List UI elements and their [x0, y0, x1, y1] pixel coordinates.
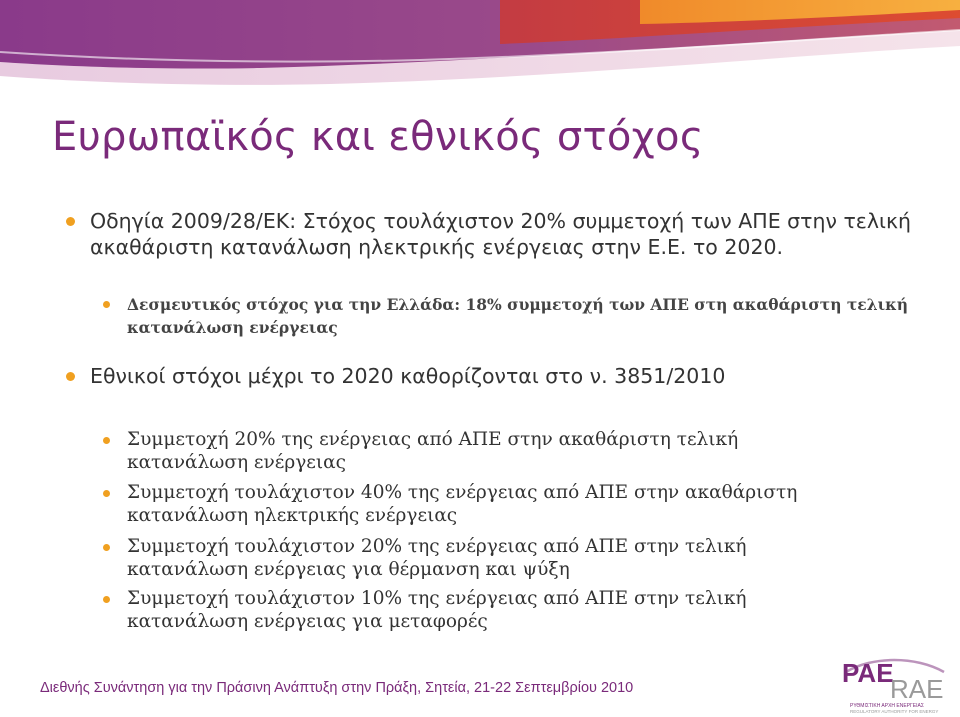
- bullet-dot: [103, 437, 110, 444]
- logo-mark-greek: ΡΑΕ: [842, 658, 894, 688]
- logo-caption-latin: REGULATORY AUTHORITY FOR ENERGY: [850, 709, 939, 714]
- bullet-text: Συμμετοχή 20% της ενέργειας από ΑΠΕ στην ακαθάριστη τελική κατανάλωση ενέργειας: [127, 429, 739, 473]
- bullet-text: Συμμετοχή τουλάχιστον 10% της ενέργειας από ΑΠΕ στην τελική κατανάλωση ενέργειας για μεταφορές: [127, 588, 747, 632]
- bullet-dot: [66, 372, 75, 381]
- bullet-dot: [103, 490, 110, 497]
- sub-bullet-target-4: [103, 587, 863, 633]
- bullet-national-targets: [66, 363, 926, 389]
- sub-bullet-target-2: [103, 481, 863, 527]
- bullet-text: Εθνικοί στόχοι μέχρι το 2020 καθορίζονται στο ν. 3851/2010: [90, 364, 726, 388]
- bullet-dot: [103, 596, 110, 603]
- slide-title: Ευρωπαϊκός και εθνικός στόχος: [52, 114, 704, 160]
- sub-bullet-target-1: [103, 428, 863, 474]
- bullet-dot: [66, 217, 75, 226]
- bullet-text: Οδηγία 2009/28/ΕΚ: Στόχος τουλάχιστον 20% συμμετοχή των ΑΠΕ στην τελική ακαθάριστη κατανάλωση ηλεκτρικής ενέργειας στην Ε.Ε. το 2020.: [90, 209, 912, 259]
- bullet-directive: [66, 208, 926, 260]
- slide-footer: Διεθνής Συνάντηση για την Πράσινη Ανάπτυξη στην Πράξη, Σητεία, 21-22 Σεπτεμβρίου 2010: [40, 680, 634, 696]
- sub-bullet-target-3: [103, 535, 863, 581]
- logo-caption-greek: ΡΥΘΜΙΣΤΙΚΗ ΑΡΧΗ ΕΝΕΡΓΕΙΑΣ: [850, 703, 924, 709]
- bullet-text: Συμμετοχή τουλάχιστον 20% της ενέργειας από ΑΠΕ στην τελική κατανάλωση ενέργειας για θέρμανση και ψύξη: [127, 536, 747, 580]
- bullet-dot: [103, 301, 110, 308]
- bullet-text: Συμμετοχή τουλάχιστον 40% της ενέργειας από ΑΠΕ στην ακαθάριστη κατανάλωση ηλεκτρικής ενέργειας: [127, 482, 798, 526]
- bullet-text: Δεσμευτικός στόχος για την Ελλάδα: 18% συμμετοχή των ΑΠΕ στη ακαθάριστη τελική κατανάλωση ενέργειας: [127, 295, 908, 337]
- sub-bullet-greece-target: [103, 293, 943, 339]
- bullet-dot: [103, 544, 110, 551]
- rae-logo: [832, 652, 956, 714]
- logo-mark-latin: RAE: [890, 674, 944, 704]
- header-banner: [0, 0, 960, 100]
